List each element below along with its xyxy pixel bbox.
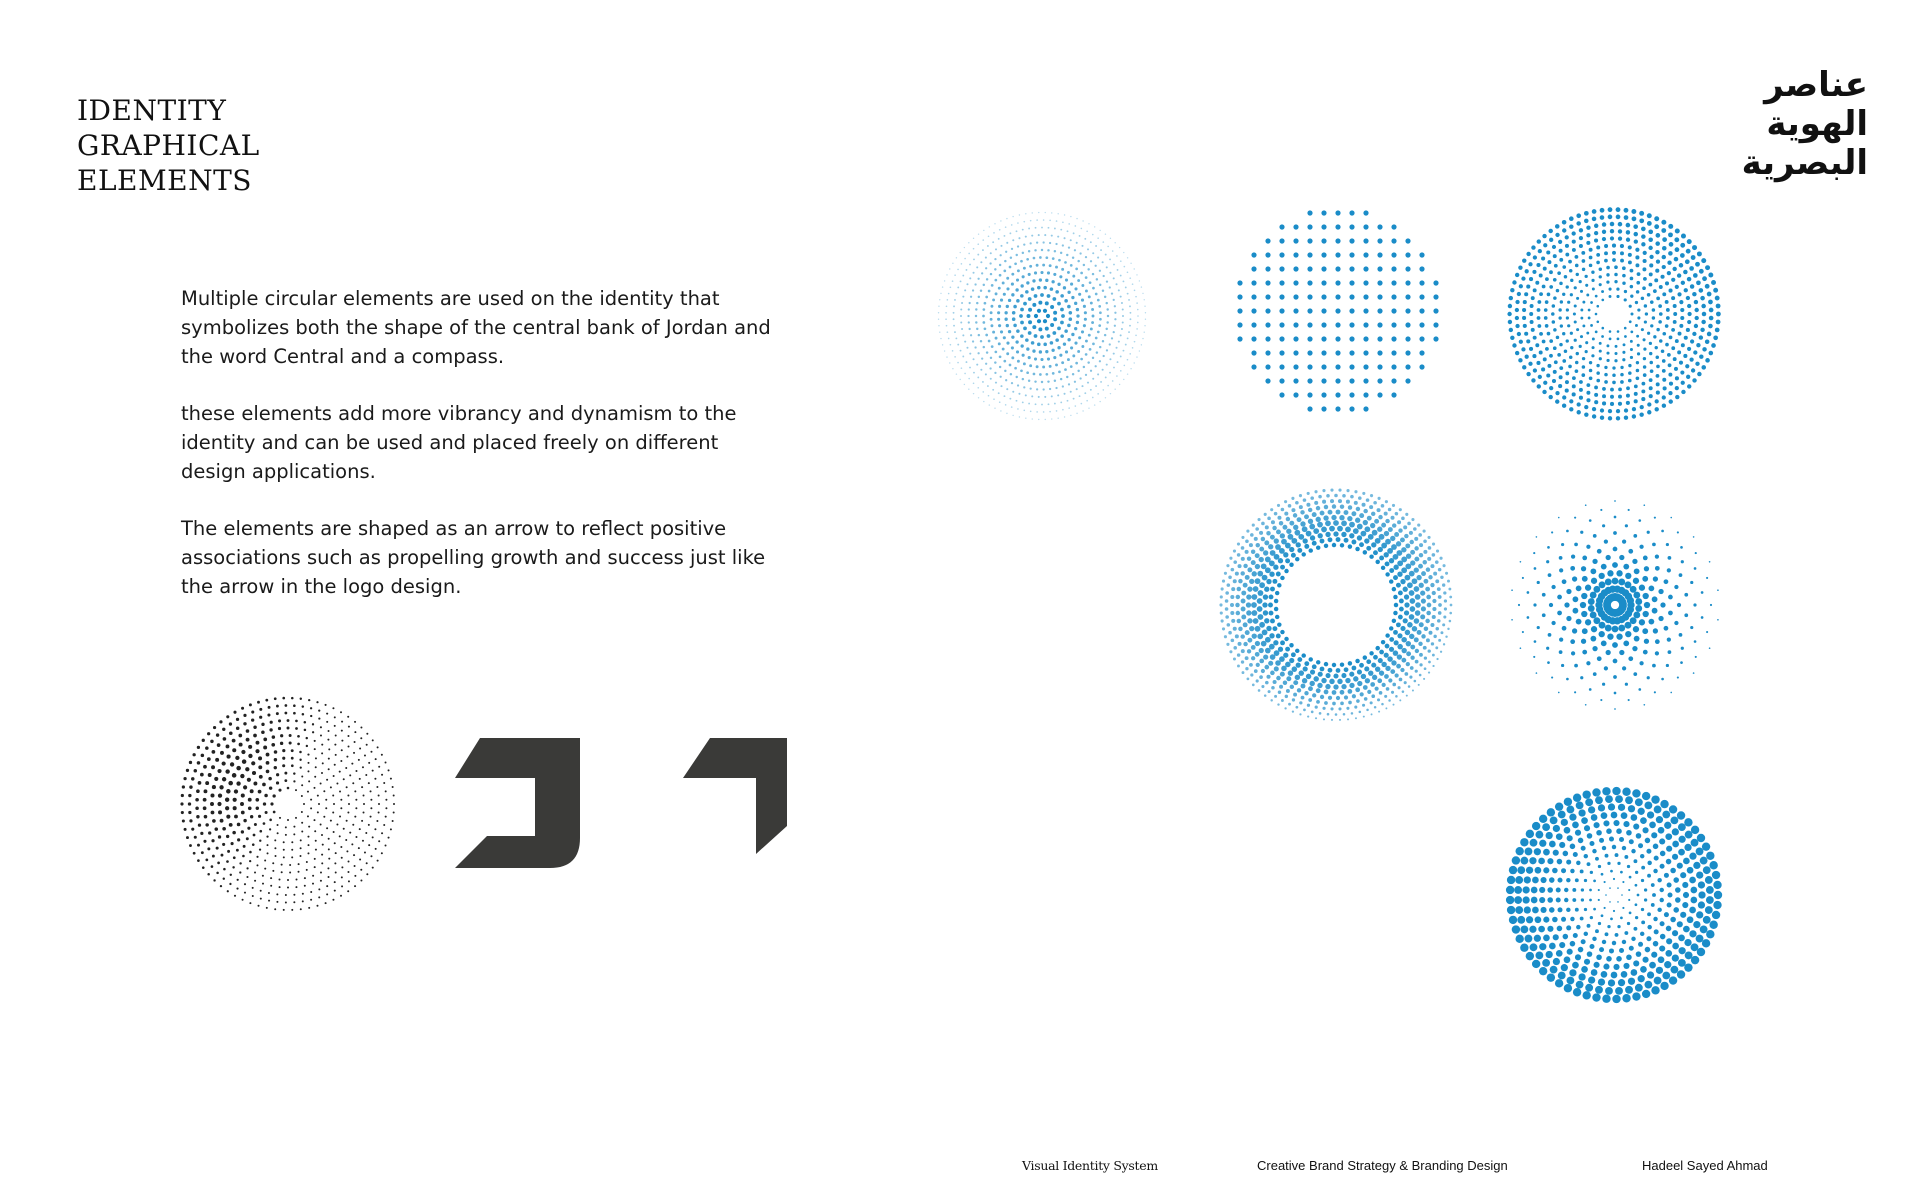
arabic-title-line: عناصر [1764,65,1868,105]
fading-concentric-dot-circle [930,204,1154,428]
footer-left: Visual Identity System [1022,1158,1158,1173]
arrow-bracket-shape [455,738,585,868]
arrow-corner-shape [683,738,787,854]
dark-radial-dot-circle [176,692,400,916]
arabic-title-line: الهوية [1766,104,1868,144]
grid-dot-circle [1235,208,1441,414]
description-paragraph: The elements are shaped as an arrow to reflect positive associations such as propelling growth and success just like the arrow in the logo design. [181,517,766,598]
description-paragraph: these elements add more vibrancy and dynamism to the identity and can be used and placed freely on different design applications. [181,402,737,483]
description [181,284,781,629]
title-line: GRAPHICAL [77,129,260,162]
description-paragraph: Multiple circular elements are used on the identity that symbolizes both the shape of the central bank of Jordan and the word Central and a compass. [181,287,771,368]
spiral-dot-circle [1503,784,1725,1006]
footer-right: Hadeel Sayed Ahmad [1642,1158,1768,1173]
footer-center: Creative Brand Strategy & Branding Design [1257,1158,1508,1173]
arabic-title-line: البصرية [1741,143,1868,183]
starburst-dot-circle [1503,493,1727,717]
title-line: IDENTITY [77,94,227,127]
ring-dot-circle [1503,203,1725,425]
thick-ring-dot-circle [1219,488,1453,722]
arabic-title [1608,66,1868,183]
title-line: ELEMENTS [77,164,252,197]
page-title [77,93,260,198]
